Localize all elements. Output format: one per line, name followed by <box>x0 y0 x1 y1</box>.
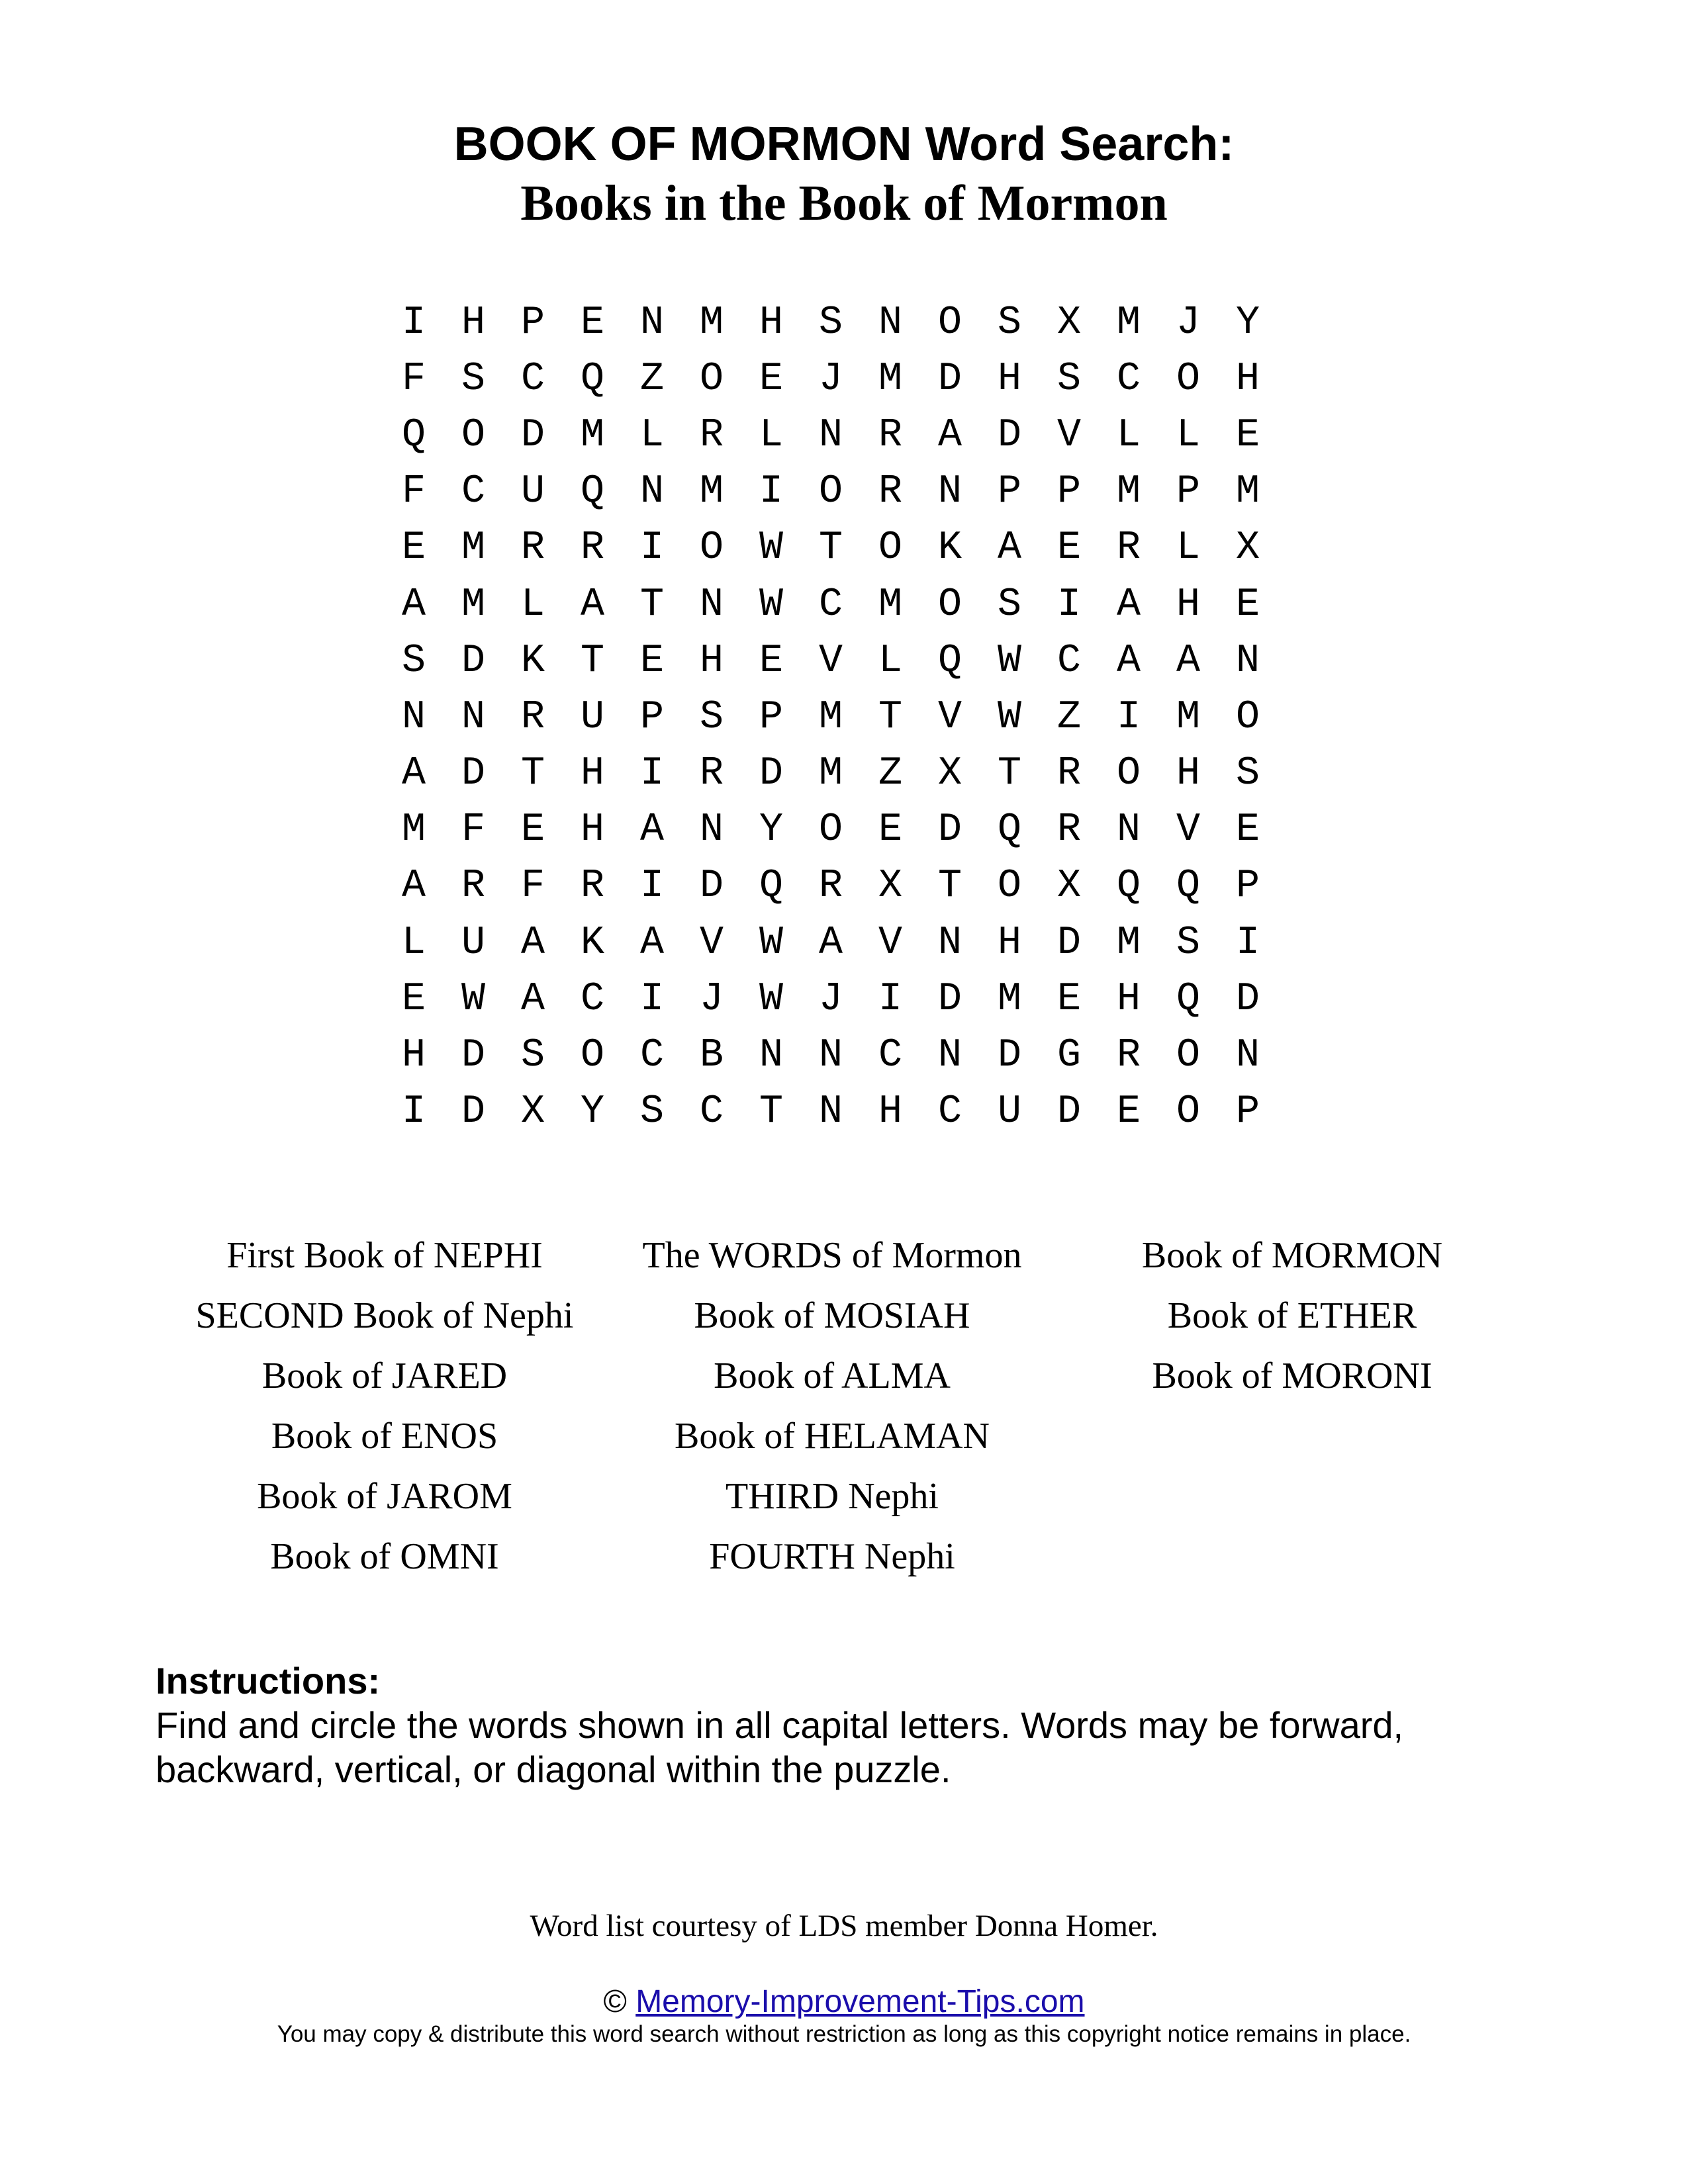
grid-letter: O <box>580 1033 604 1079</box>
grid-letter: W <box>759 525 783 571</box>
grid-letter: M <box>461 525 485 571</box>
copyright-notice: You may copy & distribute this word search without restriction as long as this copyright notice remains in place. <box>277 2021 1411 2047</box>
credit-line: Word list courtesy of LDS member Donna Homer. <box>530 1909 1158 1943</box>
grid-letter: Q <box>580 356 604 402</box>
grid-letter: L <box>759 412 783 458</box>
grid-letter: A <box>937 412 962 458</box>
grid-letter: E <box>759 638 783 684</box>
grid-letter: W <box>759 920 783 966</box>
grid-letter: M <box>997 976 1021 1022</box>
grid-letter: I <box>401 1089 426 1135</box>
grid-letter: U <box>461 920 485 966</box>
grid-letter: T <box>997 751 1021 797</box>
grid-letter: V <box>1176 807 1200 853</box>
grid-letter: O <box>1116 751 1141 797</box>
grid-letter: R <box>1056 807 1081 853</box>
grid-letter: D <box>937 976 962 1022</box>
grid-letter: N <box>818 1033 843 1079</box>
grid-letter: S <box>401 638 426 684</box>
word-search-grid <box>384 295 1278 1140</box>
grid-letter: O <box>1176 1089 1200 1135</box>
grid-letter: R <box>520 694 545 740</box>
grid-letter: T <box>639 582 664 627</box>
grid-letter: A <box>401 582 426 627</box>
grid-letter: I <box>401 300 426 345</box>
grid-letter: C <box>520 356 545 402</box>
grid-letter: V <box>818 638 843 684</box>
grid-letter: P <box>520 300 545 345</box>
grid-letter: U <box>520 469 545 515</box>
grid-letter: E <box>1116 1089 1141 1135</box>
grid-letter: T <box>878 694 902 740</box>
grid-letter: A <box>1116 582 1141 627</box>
grid-letter: R <box>699 751 724 797</box>
grid-letter: N <box>937 1033 962 1079</box>
word-list-item: Book of MOSIAH <box>694 1295 970 1336</box>
grid-letter: M <box>818 694 843 740</box>
grid-letter: M <box>878 582 902 627</box>
word-list-item: FOURTH Nephi <box>709 1536 955 1577</box>
grid-letter: Y <box>1235 300 1260 345</box>
grid-letter: N <box>1116 807 1141 853</box>
grid-letter: J <box>818 356 843 402</box>
grid-letter: C <box>937 1089 962 1135</box>
grid-letter: O <box>699 356 724 402</box>
grid-letter: L <box>878 638 902 684</box>
grid-letter: L <box>1116 412 1141 458</box>
grid-letter: R <box>818 864 843 909</box>
grid-letter: R <box>1116 525 1141 571</box>
word-list-item: Book of ALMA <box>714 1355 951 1396</box>
grid-letter: E <box>639 638 664 684</box>
grid-letter: X <box>520 1089 545 1135</box>
grid-letter: E <box>1056 525 1081 571</box>
grid-letter: R <box>878 469 902 515</box>
grid-letter: O <box>1176 1033 1200 1079</box>
grid-letter: Q <box>1176 864 1200 909</box>
grid-letter: N <box>461 694 485 740</box>
grid-letter: E <box>520 807 545 853</box>
grid-letter: W <box>997 694 1021 740</box>
grid-letter: X <box>1056 864 1081 909</box>
grid-letter: S <box>520 1033 545 1079</box>
grid-letter: H <box>997 920 1021 966</box>
grid-letter: Q <box>997 807 1021 853</box>
grid-letter: V <box>699 920 724 966</box>
grid-letter: C <box>1116 356 1141 402</box>
copyright-symbol: © <box>603 1984 627 2019</box>
grid-letter: A <box>520 920 545 966</box>
grid-letter: R <box>520 525 545 571</box>
grid-letter: D <box>937 807 962 853</box>
instructions-section <box>156 1659 1546 1792</box>
grid-letter: V <box>878 920 902 966</box>
grid-letter: N <box>818 412 843 458</box>
grid-letter: H <box>1116 976 1141 1022</box>
grid-letter: T <box>520 751 545 797</box>
grid-letter: C <box>580 976 604 1022</box>
word-list-item: Book of ENOS <box>271 1416 498 1457</box>
grid-letter: L <box>1176 412 1200 458</box>
grid-letter: H <box>1176 751 1200 797</box>
word-list-item: SECOND Book of Nephi <box>195 1295 574 1336</box>
grid-letter: O <box>1235 694 1260 740</box>
grid-letter: H <box>1176 582 1200 627</box>
grid-letter: H <box>699 638 724 684</box>
grid-letter: E <box>759 356 783 402</box>
grid-letter: I <box>1056 582 1081 627</box>
grid-letter: H <box>759 300 783 345</box>
grid-letter: D <box>1235 976 1260 1022</box>
grid-letter: C <box>699 1089 724 1135</box>
grid-letter: A <box>997 525 1021 571</box>
grid-letter: A <box>580 582 604 627</box>
grid-letter: E <box>1235 807 1260 853</box>
word-list-item: Book of ETHER <box>1167 1295 1417 1336</box>
grid-letter: V <box>1056 412 1081 458</box>
word-list-item: Book of JARED <box>261 1355 508 1396</box>
grid-letter: M <box>699 300 724 345</box>
grid-letter: J <box>1176 300 1200 345</box>
grid-letter: Y <box>580 1089 604 1135</box>
grid-letter: L <box>1176 525 1200 571</box>
grid-letter: Q <box>1176 976 1200 1022</box>
grid-letter: H <box>1235 356 1260 402</box>
instructions-heading: Instructions: <box>156 1660 381 1702</box>
grid-letter: M <box>699 469 724 515</box>
grid-letter: J <box>818 976 843 1022</box>
grid-letter: S <box>699 694 724 740</box>
grid-letter: O <box>818 807 843 853</box>
grid-letter: P <box>1056 469 1081 515</box>
grid-letter: H <box>580 751 604 797</box>
grid-letter: N <box>699 807 724 853</box>
grid-letter: I <box>639 525 664 571</box>
grid-letter: R <box>580 525 604 571</box>
grid-letter: M <box>1235 469 1260 515</box>
grid-letter: R <box>878 412 902 458</box>
grid-letter: O <box>878 525 902 571</box>
grid-letter: T <box>580 638 604 684</box>
grid-letter: N <box>878 300 902 345</box>
grid-letter: D <box>461 638 485 684</box>
grid-letter: L <box>520 582 545 627</box>
grid-letter: O <box>937 582 962 627</box>
site-link[interactable]: Memory-Improvement-Tips.com <box>635 1984 1085 2019</box>
grid-letter: Z <box>1056 694 1081 740</box>
grid-letter: N <box>937 469 962 515</box>
grid-letter: S <box>997 300 1021 345</box>
grid-letter: R <box>461 864 485 909</box>
grid-letter: K <box>580 920 604 966</box>
grid-letter: P <box>639 694 664 740</box>
grid-letter: A <box>520 976 545 1022</box>
grid-letter: A <box>1176 638 1200 684</box>
grid-letter: Q <box>1116 864 1141 909</box>
grid-letter: E <box>401 525 426 571</box>
grid-letter: E <box>401 976 426 1022</box>
grid-letter: A <box>1116 638 1141 684</box>
word-list-item: Book of JAROM <box>257 1476 512 1517</box>
grid-letter: D <box>1056 1089 1081 1135</box>
grid-letter: S <box>461 356 485 402</box>
grid-letter: D <box>937 356 962 402</box>
grid-letter: Y <box>759 807 783 853</box>
grid-letter: G <box>1056 1033 1081 1079</box>
grid-letter: P <box>759 694 783 740</box>
page-title: BOOK OF MORMON Word Search: <box>453 118 1235 171</box>
word-list-column-1 <box>153 1226 616 1587</box>
grid-letter: N <box>1235 1033 1260 1079</box>
grid-letter: A <box>639 920 664 966</box>
grid-letter: E <box>1056 976 1081 1022</box>
grid-letter: E <box>878 807 902 853</box>
grid-letter: N <box>1235 638 1260 684</box>
grid-letter: D <box>461 1089 485 1135</box>
grid-letter: B <box>699 1033 724 1079</box>
grid-letter: R <box>580 864 604 909</box>
grid-letter: N <box>818 1089 843 1135</box>
grid-letter: F <box>461 807 485 853</box>
grid-letter: S <box>1235 751 1260 797</box>
grid-letter: N <box>699 582 724 627</box>
grid-letter: U <box>997 1089 1021 1135</box>
word-list-item: Book of MORONI <box>1152 1355 1432 1396</box>
grid-letter: C <box>1056 638 1081 684</box>
grid-letter: S <box>818 300 843 345</box>
grid-letter: L <box>401 920 426 966</box>
grid-letter: X <box>937 751 962 797</box>
grid-letter: E <box>1235 412 1260 458</box>
grid-letter: M <box>878 356 902 402</box>
grid-letter: K <box>520 638 545 684</box>
grid-letter: A <box>818 920 843 966</box>
grid-letter: S <box>639 1089 664 1135</box>
grid-letter: X <box>1235 525 1260 571</box>
grid-letter: I <box>759 469 783 515</box>
grid-letter: I <box>1235 920 1260 966</box>
grid-letter: D <box>997 1033 1021 1079</box>
grid-letter: W <box>461 976 485 1022</box>
grid-letter: I <box>639 976 664 1022</box>
grid-letter: O <box>1176 356 1200 402</box>
grid-letter: V <box>937 694 962 740</box>
grid-letter: N <box>937 920 962 966</box>
word-list-item: The WORDS of Mormon <box>642 1235 1022 1276</box>
grid-letter: D <box>1056 920 1081 966</box>
word-list-item: Book of OMNI <box>270 1536 499 1577</box>
grid-letter: H <box>997 356 1021 402</box>
grid-letter: O <box>461 412 485 458</box>
grid-letter: O <box>997 864 1021 909</box>
grid-letter: H <box>878 1089 902 1135</box>
grid-letter: N <box>639 300 664 345</box>
grid-letter: A <box>639 807 664 853</box>
copyright-line <box>0 1983 1688 2021</box>
grid-letter: N <box>401 694 426 740</box>
grid-letter: Q <box>937 638 962 684</box>
grid-letter: S <box>1056 356 1081 402</box>
grid-letter: M <box>1116 920 1141 966</box>
grid-letter: D <box>699 864 724 909</box>
grid-letter: H <box>461 300 485 345</box>
grid-letter: D <box>997 412 1021 458</box>
grid-letter: C <box>818 582 843 627</box>
grid-letter: U <box>580 694 604 740</box>
grid-letter: T <box>937 864 962 909</box>
grid-letter: F <box>401 356 426 402</box>
grid-letter: A <box>401 751 426 797</box>
grid-letter: I <box>639 751 664 797</box>
grid-letter: M <box>1116 300 1141 345</box>
grid-letter: Z <box>639 356 664 402</box>
grid-letter: R <box>699 412 724 458</box>
grid-letter: Z <box>878 751 902 797</box>
grid-letter: C <box>461 469 485 515</box>
grid-letter: F <box>520 864 545 909</box>
grid-letter: Q <box>580 469 604 515</box>
grid-letter: E <box>580 300 604 345</box>
grid-letter: H <box>401 1033 426 1079</box>
grid-letter: M <box>818 751 843 797</box>
grid-letter: S <box>997 582 1021 627</box>
grid-letter: S <box>1176 920 1200 966</box>
grid-letter: I <box>639 864 664 909</box>
word-list-item: Book of HELAMAN <box>675 1416 990 1457</box>
grid-letter: R <box>1056 751 1081 797</box>
grid-letter: D <box>461 1033 485 1079</box>
grid-letter: O <box>818 469 843 515</box>
grid-letter: T <box>759 1089 783 1135</box>
grid-letter: O <box>699 525 724 571</box>
word-list-column-2 <box>600 1226 1064 1587</box>
grid-letter: Q <box>401 412 426 458</box>
grid-letter: I <box>878 976 902 1022</box>
grid-letter: C <box>878 1033 902 1079</box>
grid-letter: P <box>1176 469 1200 515</box>
grid-letter: L <box>639 412 664 458</box>
instructions-body: Find and circle the words shown in all capital letters. Words may be forward, backward, vertical, or diagonal within the puzzle. <box>156 1704 1404 1790</box>
grid-letter: T <box>818 525 843 571</box>
grid-letter: A <box>401 864 426 909</box>
grid-letter: P <box>1235 864 1260 909</box>
grid-letter: X <box>878 864 902 909</box>
grid-letter: D <box>520 412 545 458</box>
grid-letter: P <box>997 469 1021 515</box>
grid-letter: K <box>937 525 962 571</box>
grid-letter: H <box>580 807 604 853</box>
grid-letter: I <box>1116 694 1141 740</box>
word-list-item: First Book of NEPHI <box>226 1235 543 1276</box>
grid-letter: J <box>699 976 724 1022</box>
word-list-item: THIRD Nephi <box>726 1476 939 1517</box>
grid-letter: Q <box>759 864 783 909</box>
grid-letter: X <box>1056 300 1081 345</box>
grid-letter: W <box>759 582 783 627</box>
grid-letter: C <box>639 1033 664 1079</box>
page-subtitle: Books in the Book of Mormon <box>520 175 1168 231</box>
grid-letter: P <box>1235 1089 1260 1135</box>
grid-letter: M <box>401 807 426 853</box>
grid-letter: R <box>1116 1033 1141 1079</box>
grid-letter: F <box>401 469 426 515</box>
grid-letter: W <box>759 976 783 1022</box>
word-list-item: Book of MORMON <box>1141 1235 1443 1276</box>
grid-letter: M <box>580 412 604 458</box>
grid-letter: M <box>1176 694 1200 740</box>
grid-letter: E <box>1235 582 1260 627</box>
grid-letter: M <box>1116 469 1141 515</box>
grid-letter: N <box>759 1033 783 1079</box>
grid-letter: O <box>937 300 962 345</box>
grid-letter: M <box>461 582 485 627</box>
grid-letter: W <box>997 638 1021 684</box>
word-list-column-3 <box>1060 1226 1524 1406</box>
grid-letter: D <box>759 751 783 797</box>
grid-letter: D <box>461 751 485 797</box>
grid-letter: N <box>639 469 664 515</box>
